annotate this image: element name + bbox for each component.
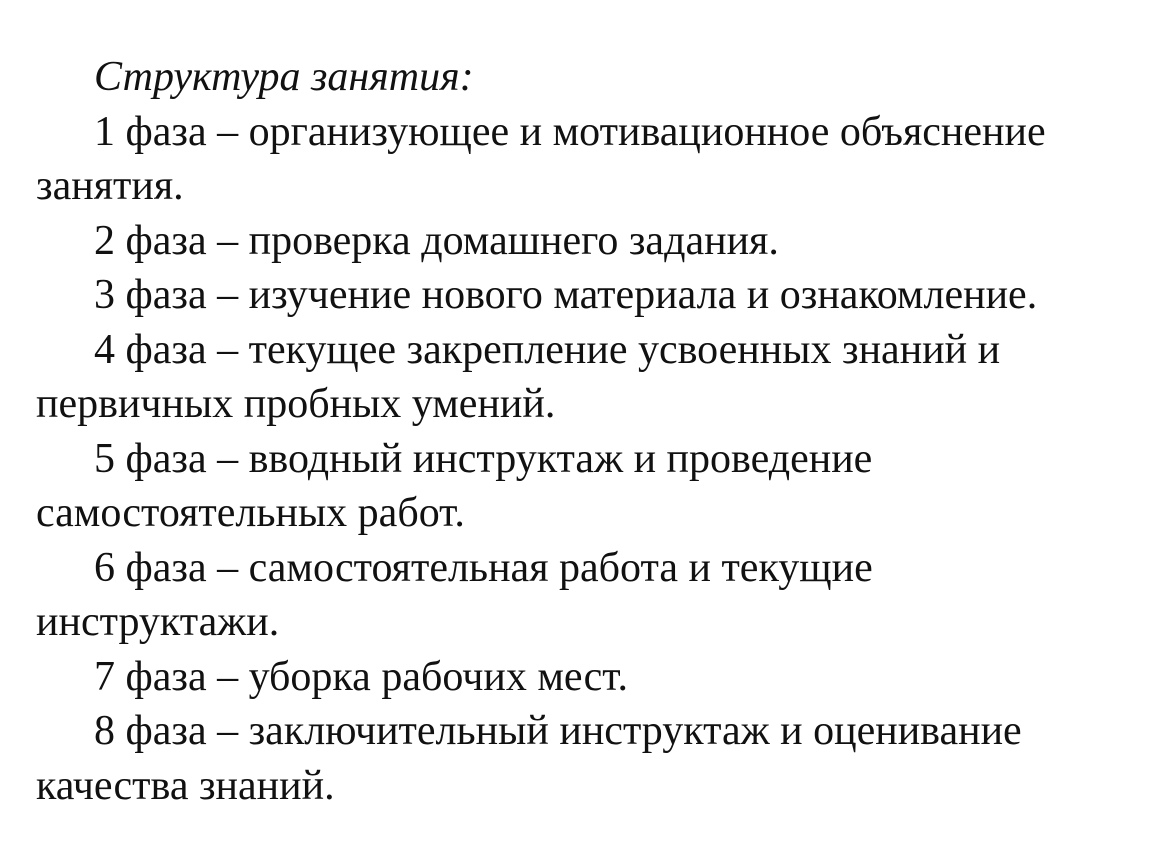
phase-6: 6 фаза – самостоятельная работа и текущие инструктажи. xyxy=(36,544,873,645)
phase-1: 1 фаза – организующее и мотивационное объяснение занятия. xyxy=(36,108,1046,209)
document-body xyxy=(36,50,1126,813)
document-heading: Структура занятия: xyxy=(94,54,474,100)
phase-7: 7 фаза – уборка рабочих мест. xyxy=(94,653,628,700)
phase-5: 5 фаза – вводный инструктаж и проведение самостоятельных работ. xyxy=(36,435,873,536)
phase-4: 4 фаза – текущее закрепление усвоенных знаний и первичных пробных умений. xyxy=(36,326,1001,427)
phase-3: 3 фаза – изучение нового материала и ознакомление. xyxy=(94,272,1038,318)
phase-2: 2 фаза – проверка домашнего задания. xyxy=(94,217,779,264)
phase-8: 8 фаза – заключительный инструктаж и оценивание качества знаний. xyxy=(36,708,1022,809)
